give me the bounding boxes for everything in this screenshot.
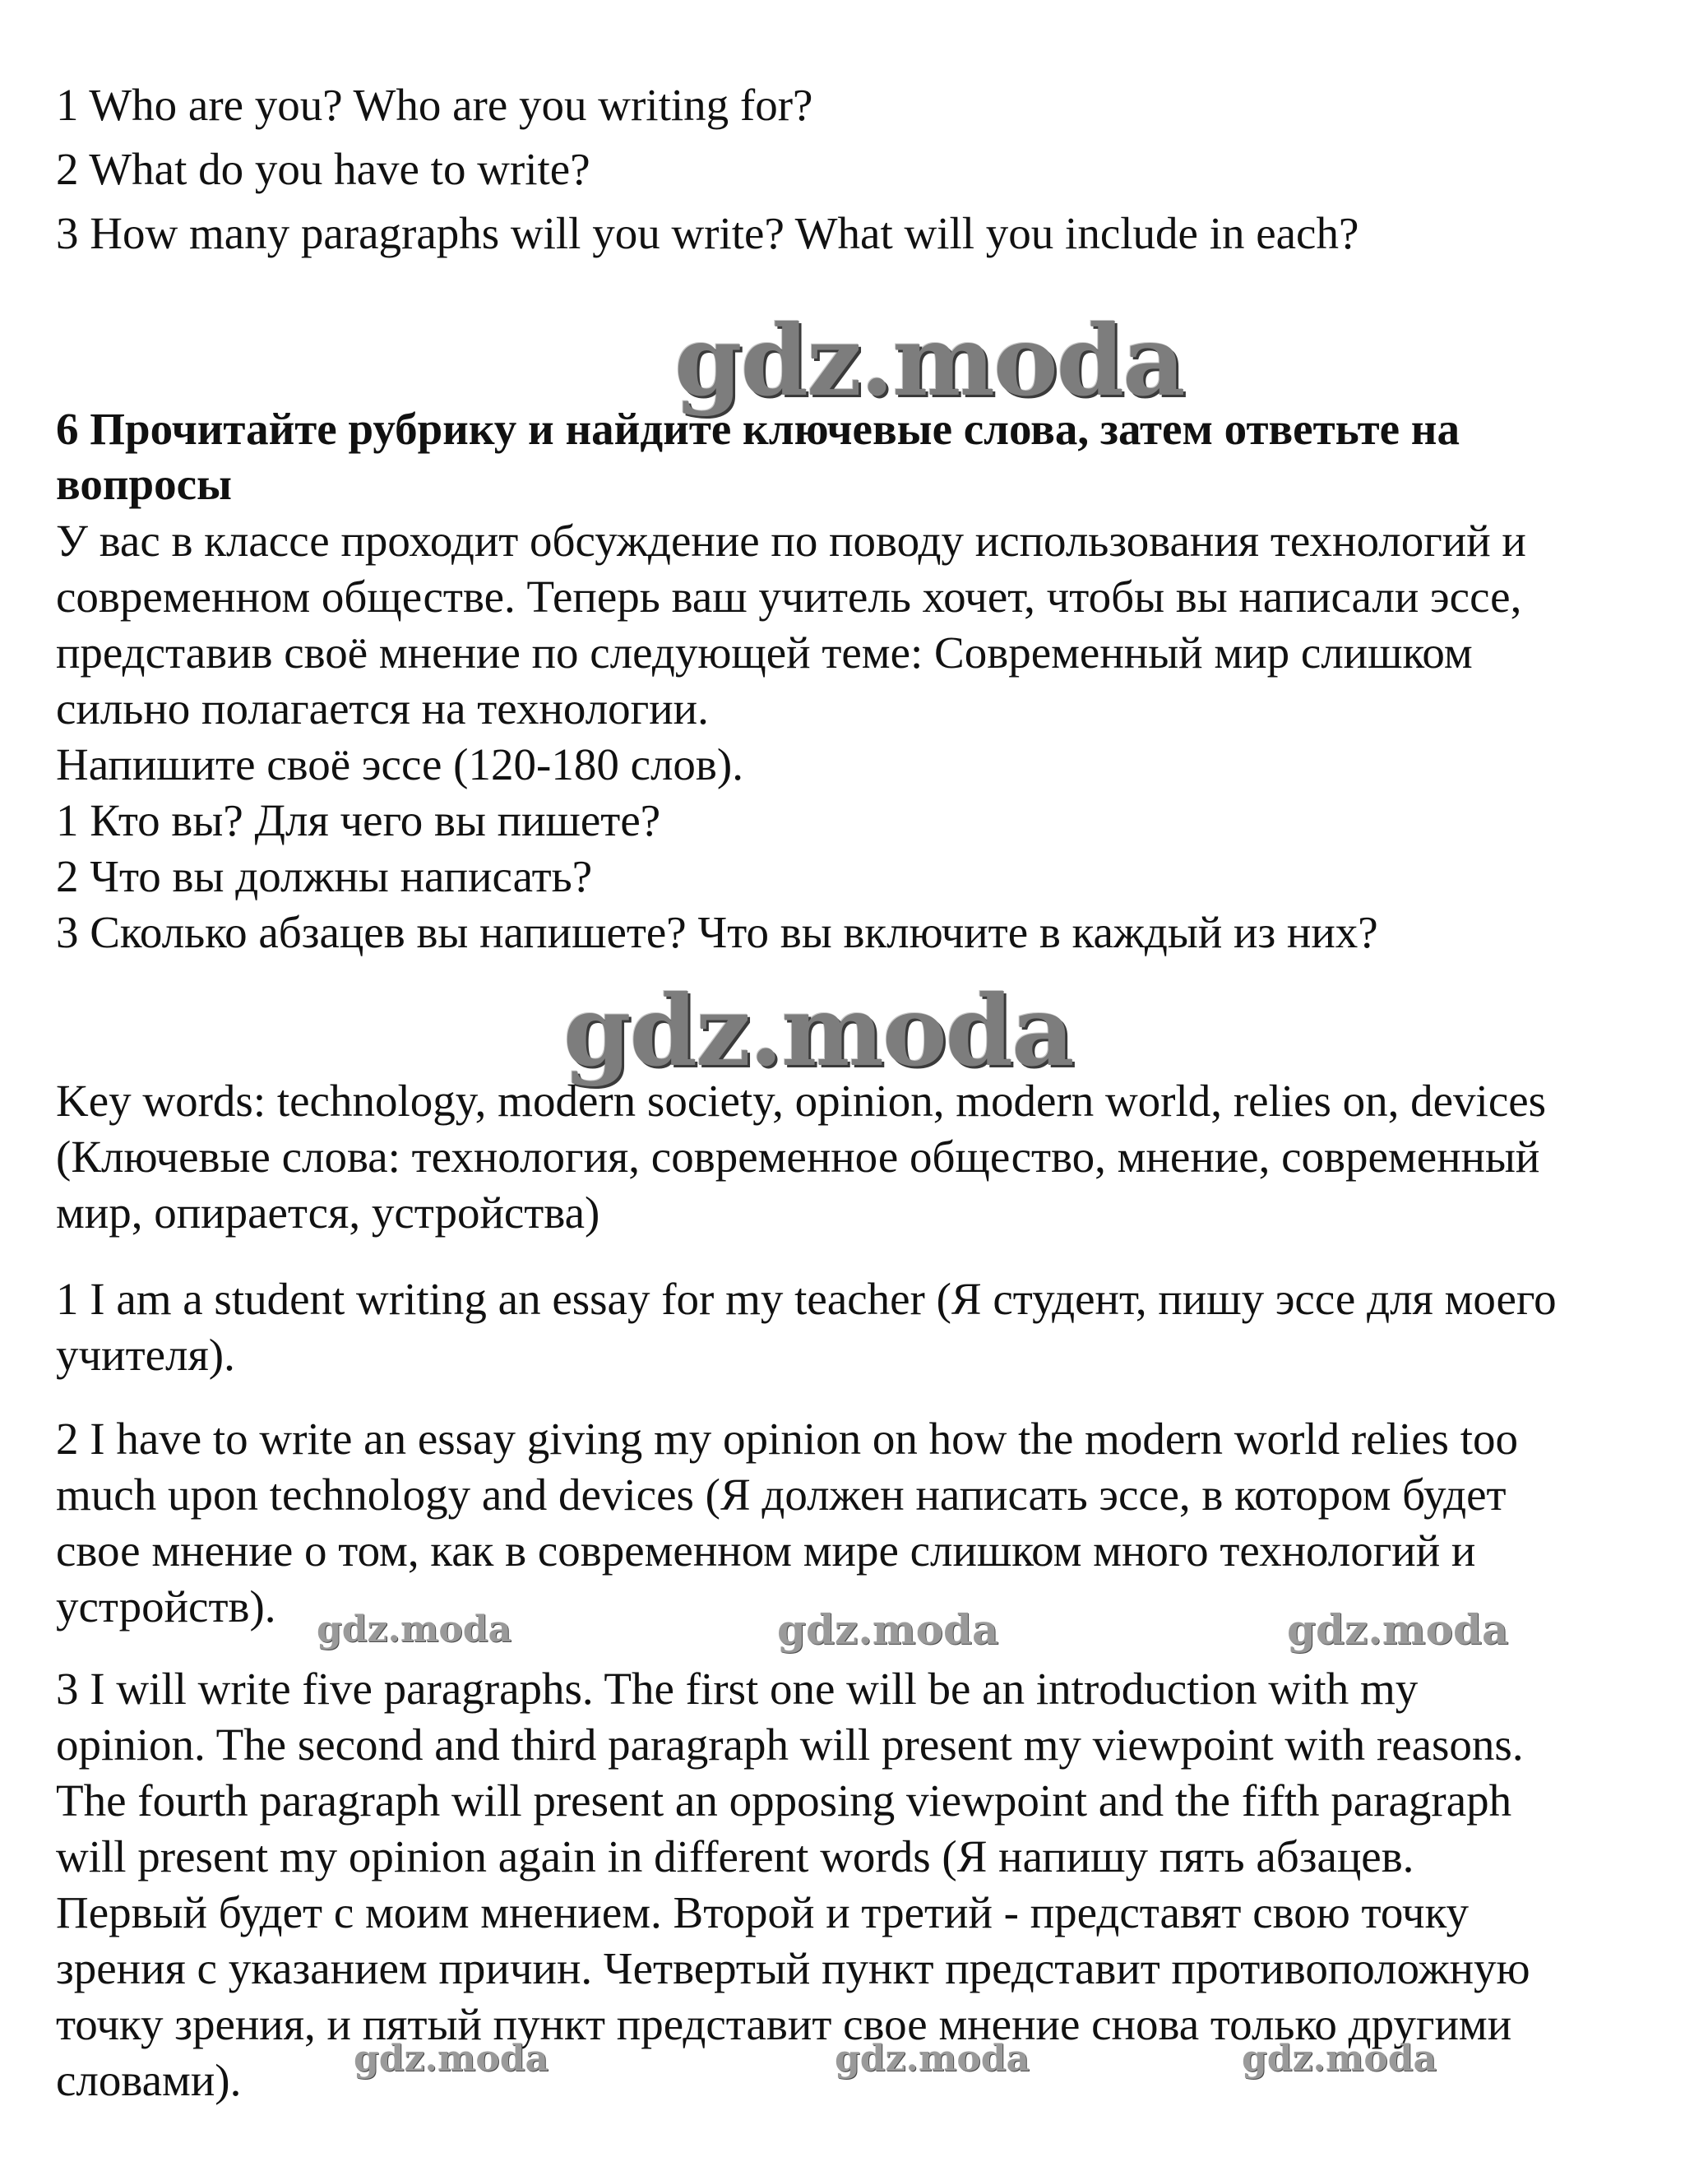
keywords-line-1: Key words: technology, modern society, opinion, modern world, relies on, devices: [56, 1076, 1547, 1126]
watermark-logo: gdz.moda: [354, 2038, 549, 2080]
answer2-line-2: much upon technology and devices (Я должен написать эссе, в котором будет: [56, 1470, 1507, 1520]
question-en-3: 3 How many paragraphs will you write? What will you include in each?: [56, 208, 1359, 258]
answer3-line-6: зрения с указанием причин. Четвертый пункт представит противоположную: [56, 1943, 1530, 1993]
answer2-line-1: 2 I have to write an essay giving my opinion on how the modern world relies too: [56, 1414, 1518, 1464]
answer3-line-7: точку зрения, и пятый пункт представит свое мнение снова только другими: [56, 1999, 1512, 2049]
watermark-logo: gdz.moda: [563, 974, 1073, 1088]
keywords-line-3: мир, опирается, устройства): [56, 1187, 600, 1238]
answer3-line-5: Первый будет с моим мнением. Второй и третий - представят свою точку: [56, 1887, 1470, 1937]
rubric-question-1: 1 Кто вы? Для чего вы пишете?: [56, 795, 661, 845]
answer3-line-2: opinion. The second and third paragraph will present my viewpoint with reasons.: [56, 1719, 1524, 1770]
rubric-line-2: современном обществе. Теперь ваш учитель хочет, чтобы вы написали эссе,: [56, 572, 1522, 622]
watermark-logo: gdz.moda: [317, 1608, 512, 1650]
watermark-logo: gdz.moda: [835, 2038, 1030, 2080]
rubric-line-4: сильно полагается на технологии.: [56, 683, 709, 734]
rubric-line-5: Напишите своё эссе (120-180 слов).: [56, 739, 743, 789]
task6-heading-line-2: вопросы: [56, 459, 232, 509]
answer3-line-3: The fourth paragraph will present an opposing viewpoint and the fifth paragraph: [56, 1775, 1512, 1826]
question-en-1: 1 Who are you? Who are you writing for?: [56, 80, 813, 130]
task6-heading-line-1: 6 Прочитайте рубрику и найдите ключевые слова, затем ответьте на: [56, 404, 1460, 454]
rubric-line-3: представив своё мнение по следующей теме: Современный мир слишком: [56, 627, 1473, 678]
watermark-logo: gdz.moda: [674, 303, 1184, 418]
question-en-2: 2 What do you have to write?: [56, 144, 590, 194]
watermark-logo: gdz.moda: [1242, 2038, 1437, 2080]
answer2-line-4: устройств).: [56, 1581, 276, 1632]
watermark-logo: gdz.moda: [777, 1605, 999, 1654]
answer3-line-1: 3 I will write five paragraphs. The first one will be an introduction with my: [56, 1664, 1419, 1714]
watermark-logo: gdz.moda: [1287, 1605, 1509, 1654]
keywords-line-2: (Ключевые слова: технология, современное общество, мнение, современный: [56, 1132, 1540, 1182]
answer2-line-3: свое мнение о том, как в современном мире слишком много технологий и: [56, 1525, 1476, 1576]
rubric-question-3: 3 Сколько абзацев вы напишете? Что вы включите в каждый из них?: [56, 907, 1378, 957]
rubric-line-1: У вас в классе проходит обсуждение по поводу использования технологий и: [56, 516, 1526, 566]
answer1-line-2: учителя).: [56, 1330, 235, 1380]
answer3-line-8: словами).: [56, 2055, 242, 2105]
rubric-question-2: 2 Что вы должны написать?: [56, 851, 593, 901]
answer3-line-4: will present my opinion again in different words (Я напишу пять абзацев.: [56, 1831, 1414, 1881]
answer1-line-1: 1 I am a student writing an essay for my teacher (Я студент, пишу эссе для моего: [56, 1274, 1557, 1324]
